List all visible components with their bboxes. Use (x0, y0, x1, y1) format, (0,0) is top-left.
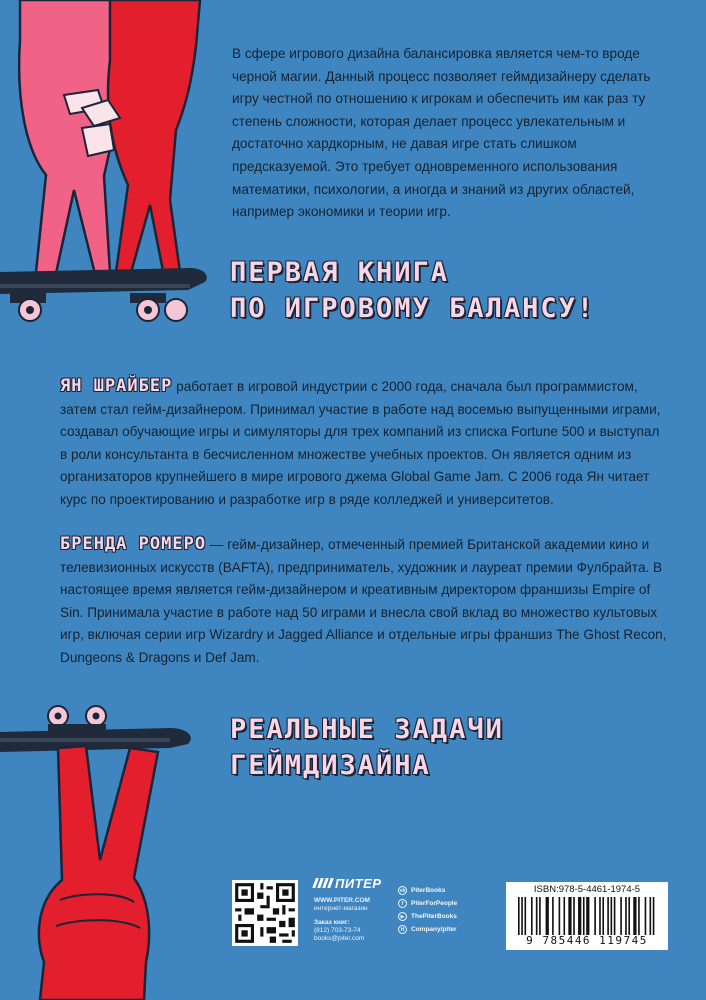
barcode-bar (536, 897, 538, 935)
barcode-bar (524, 897, 526, 935)
publisher-info (314, 876, 394, 943)
order-email[interactable]: books@piter.com (314, 935, 365, 942)
barcode-block (506, 882, 668, 950)
intro-paragraph: В сфере игрового дизайна балансировка является чем-то вроде черной магии. Данный процесс позволяет геймдизайнеру сделать игру честной по отношению к игрокам и обеспечить им как раз ту степень сложности, которая делает процесс увлекательным и достаточно хардкорным, не давая игре стать слишком предсказуемой. Это требует одновременного использования математики, психологии, а иногда и знаний из других областей, например экономики и теории игр. (232, 46, 651, 220)
logo-stripes-icon (312, 878, 334, 888)
barcode-bar (611, 897, 613, 935)
publisher-logo[interactable]: ПИТЕР (314, 876, 394, 891)
barcode-bar (620, 897, 622, 935)
barcode-bar (614, 897, 616, 935)
social-label: PiterBooks (411, 887, 446, 894)
facebook-icon: f (398, 899, 407, 908)
author-name: ЯН ШРАЙБЕР (60, 376, 173, 396)
author-bio-text: — гейм-дизайнер, отмеченный премией Британской академии кино и телевизионных искусств (BAFTA), предприниматель, художник и лауреат премии Фулбрайта. В настоящее время является гейм-дизайнером и креативным директором франшизы Empire of Sin. Принимала участие в работе над 50 играми и внесла свой вклад во множество культовых игр, включая серии игр Wizardry и Jagged Alliance и отдельные игры франшиз The Ghost Recon, Dungeons & Dragons и Def Jam. (60, 537, 667, 665)
barcode-bar (573, 897, 575, 935)
headline-real-tasks (230, 712, 670, 784)
social-label: PiterForPeople (411, 900, 458, 907)
barcode-bar (633, 897, 636, 935)
barcode-bar (552, 897, 554, 935)
barcode-bar (599, 897, 601, 935)
barcode-bar (518, 897, 520, 935)
barcode-bar (625, 897, 627, 935)
order-phone: (812) 703-73-74 (314, 927, 361, 934)
headline-line: ГЕЙМДИЗАЙНА (230, 750, 431, 781)
barcode-bar (628, 897, 630, 935)
barcode-bar (586, 897, 589, 935)
headline-line: ПЕРВАЯ КНИГА (230, 257, 450, 288)
publisher-site-caption: интернет-магазин (314, 905, 368, 912)
author-bio-romero (60, 533, 670, 670)
social-links (398, 884, 508, 936)
youtube-icon: ▶ (398, 912, 407, 921)
barcode-bar (650, 897, 652, 935)
barcode-bar (568, 897, 571, 935)
barcode-bar (638, 897, 640, 935)
skateboard-bottom-illustration (0, 706, 191, 752)
headline-first-book (230, 255, 670, 327)
ean-number: 9 785446 119745 (526, 934, 648, 947)
barcode-bar (563, 897, 565, 935)
social-label: ThePiterBooks (411, 913, 457, 920)
author-bio-schreiber (60, 375, 670, 512)
social-link-vk[interactable] (398, 884, 508, 897)
social-link-habr[interactable] (398, 923, 508, 936)
publisher-site[interactable]: WWW.PITER.COM (314, 897, 370, 904)
barcode-bar (653, 897, 655, 935)
barcode-bar (559, 897, 561, 935)
barcode-bar (645, 897, 647, 935)
skateboard-top-illustration (0, 268, 207, 321)
cover-footer (0, 872, 706, 952)
author-name: БРЕНДА РОМЕРО (60, 534, 207, 554)
barcode-bar (539, 897, 541, 935)
vk-icon: vk (399, 888, 406, 894)
qr-code[interactable] (232, 880, 298, 946)
barcode-bar (578, 897, 581, 935)
social-link-youtube[interactable] (398, 910, 508, 923)
barcode-bar (521, 897, 523, 935)
barcode-bar (546, 897, 549, 935)
habr-icon: H (398, 925, 407, 934)
social-label: Company/piter (411, 926, 457, 933)
barcode-bar (594, 897, 596, 935)
barcode-bar (531, 897, 533, 935)
barcode-bar (607, 897, 609, 935)
headline-line: РЕАЛЬНЫЕ ЗАДАЧИ (230, 714, 504, 745)
author-bio-text: работает в игровой индустрии с 2000 года, сначала был программистом, затем стал гейм-дизайнером. Принимал участие в работе над восемью выпущенными играми, создавал обучающие игры и симуляторы для трех компаний из списка Fortune 500 и выступал в роли консультанта в бесчисленном множестве учебных проектов. Он является одним из организаторов крупнейшего в мире игрового джема Global Game Jam. С 2006 года Ян читает курс по проектированию и разработке игр в ряде колледжей и университетов. (60, 379, 661, 507)
order-label: Заказ книг: (314, 919, 350, 926)
barcode-bar (602, 897, 604, 935)
isbn-number: ISBN:978-5-4461-1974-5 (533, 884, 641, 895)
barcode (518, 897, 656, 935)
barcode-bar (583, 897, 585, 935)
social-link-facebook[interactable] (398, 897, 508, 910)
headline-line: ПО ИГРОВОМУ БАЛАНСУ! (230, 293, 596, 324)
